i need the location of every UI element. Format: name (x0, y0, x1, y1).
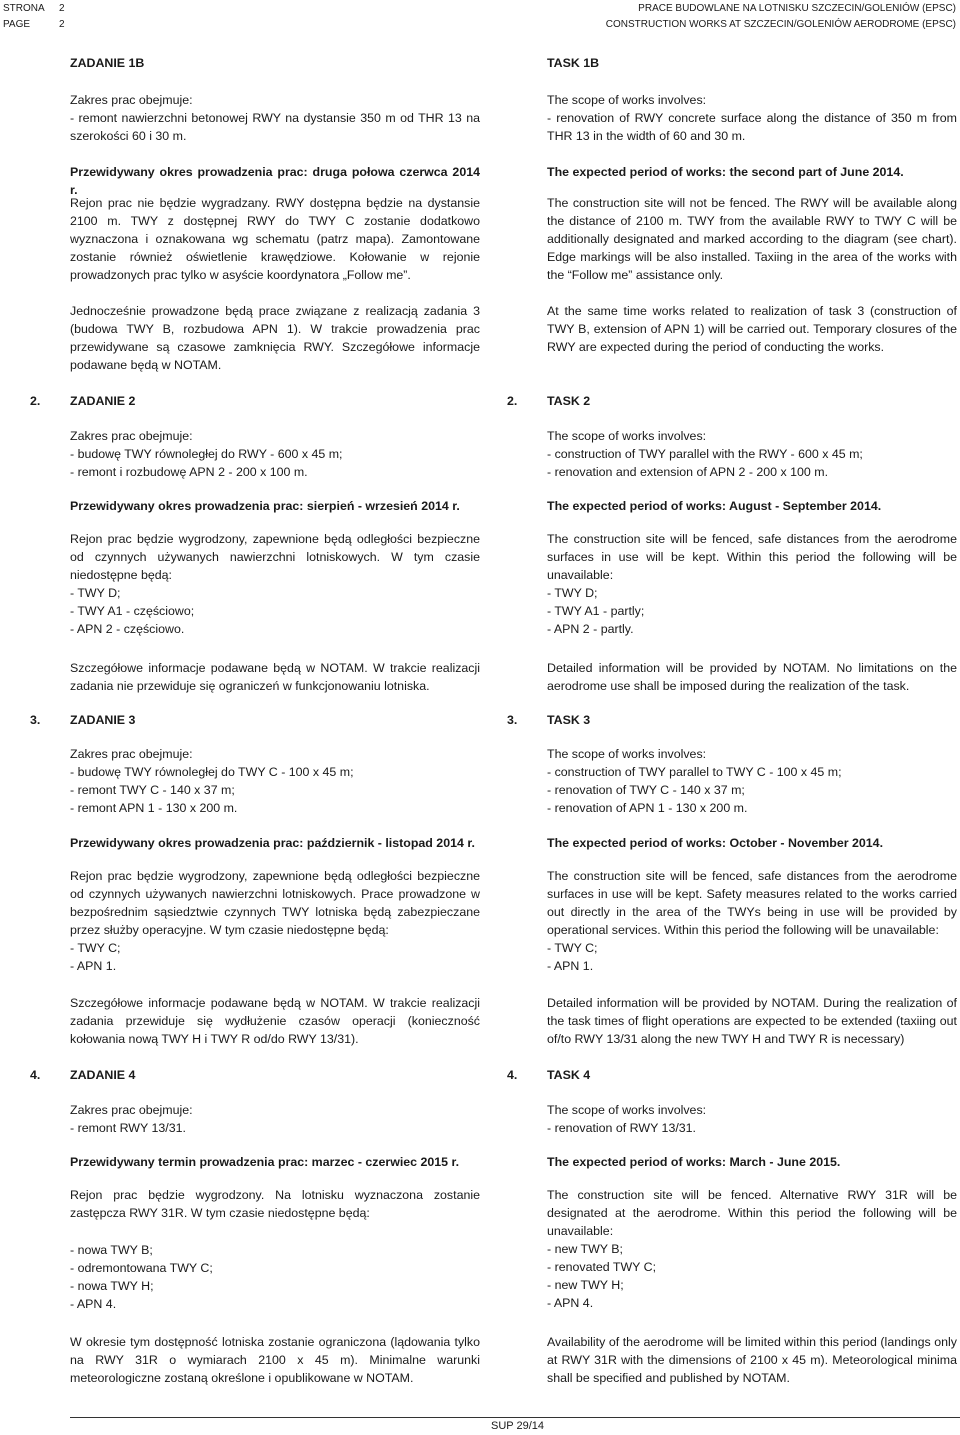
en-task-1b-period: The expected period of works: the second part of June 2014. (547, 165, 904, 179)
pl-task-2-period: Przewidywany okres prowadzenia prac: sierpień - wrzesień 2014 r. (70, 499, 460, 513)
list-item: - APN 1. (547, 959, 594, 973)
en-task-3-period: The expected period of works: October - November 2014. (547, 836, 884, 850)
pl-task-1b-scope: Zakres prac obejmuje: - remont nawierzchni betonowej RWY na dystansie 350 m od THR 13 na szerokości 60 i 30 m. (70, 93, 480, 143)
document-title-en: CONSTRUCTION WORKS AT SZCZECIN/GOLENIÓW AERODROME (EPSC) (605, 19, 956, 30)
en-task-4-paragraph-1: The construction site will be fenced. Alternative RWY 31R will be designated at the aerodrome. Within this period the following will be unavailable: - new TWY B; - renovated TWY C; - new TWY H; - APN 4. (547, 1188, 957, 1310)
pl-task-2-paragraph-1: Rejon prac będzie wygrodzony, zapewnione będą odległości bezpieczne od czynnych używanych nawierzchni lotniskowych. W tym czasie niedostępne będą: - TWY D; - TWY A1 - częściowo; - APN 2 - częściowo. (70, 532, 480, 636)
footer-reference: SUP 29/14 (490, 1420, 544, 1432)
en-task-3-scope: The scope of works involves: - construction of TWY parallel to TWY C - 100 x 45 m; - renovation of TWY C - 140 x 37 m; - renovation of APN 1 - 130 x 200 m. (547, 747, 842, 815)
en-task-4-scope: The scope of works involves: - renovation of RWY 13/31. (547, 1103, 707, 1135)
list-item: - odremontowana TWY C; (70, 1261, 213, 1275)
en-task-2-period: The expected period of works: August - September 2014. (547, 499, 882, 513)
list-item: - TWY A1 - częściowo; (70, 604, 195, 618)
page-number-en: PAGE 2 (3, 19, 65, 30)
pl-task-2-title: 2. ZADANIE 2 (30, 394, 136, 408)
list-item: - nowa TWY H; (70, 1279, 154, 1293)
list-item: - APN 4. (70, 1297, 117, 1311)
list-item: - APN 4. (547, 1296, 594, 1310)
en-task-1b-title: TASK 1B (547, 56, 600, 70)
list-item: - TWY D; (547, 586, 598, 600)
list-item: - renovated TWY C; (547, 1260, 657, 1274)
list-item: - APN 2 - częściowo. (70, 622, 185, 636)
en-task-2-scope: The scope of works involves: - construction of TWY parallel with the RWY - 600 x 45 m; - renovation and extension of APN 2 - 200 x 100 m. (547, 429, 863, 479)
pl-task-4-paragraph-1: Rejon prac będzie wygrodzony. Na lotnisku wyznaczona zostanie zastępcza RWY 31R. W tym czasie niedostępne będą: (70, 1188, 480, 1220)
pl-task-4-scope: Zakres prac obejmuje: - remont RWY 13/31. (70, 1103, 193, 1135)
en-task-3-paragraph-1: The construction site will be fenced, safe distances from the aerodrome surfaces in use will be kept. Safety measures related to the works carried out directly in the area of the TWYs being in use will be provided by operational services. Within this period the following will be unavailable: - TWY C; - APN 1. (547, 869, 957, 973)
en-task-1b-paragraph-2: At the same time works related to realization of task 3 (construction of TWY B, extension of APN 1) will be carried out. Temporary closures of the RWY are expected during the period of conducting the works. (547, 304, 957, 354)
pl-task-1b-paragraph-2: Jednocześnie prowadzone będą prace związane z realizacją zadania 3 (budowa TWY B, rozbudowa APN 1). W trakcie prowadzenia prac przewidywane są czasowe zamknięcia RWY. Szczegółowe informacje podawane będą w NOTAM. (70, 304, 480, 372)
list-item: - TWY C; (547, 941, 598, 955)
pl-task-4-unavailable-list (70, 1241, 480, 1313)
page-number-block (3, 1, 65, 33)
list-item: - TWY D; (70, 586, 121, 600)
en-task-3-paragraph-2: Detailed information will be provided by NOTAM. During the realization of the task times of flight operations are expected to be extended (taxiing out of/to RWY 13/31 along the new TWY H and TWY R is necessary) (547, 996, 957, 1046)
en-task-1b-scope: The scope of works involves: - renovation of RWY concrete surface along the distance of 350 m from THR 13 in the width of 60 and 30 m. (547, 93, 957, 143)
list-item: - new TWY B; (547, 1242, 623, 1256)
en-task-4-paragraph-2: Availability of the aerodrome will be limited within this period (landings only at RWY 31R with the dimensions of 2100 x 45 m). Meteorological minima shall be specified and published by NOTAM. (547, 1335, 957, 1385)
pl-task-4-period: Przewidywany termin prowadzenia prac: marzec - czerwiec 2015 r. (70, 1155, 460, 1169)
list-item: - new TWY H; (547, 1278, 624, 1292)
pl-task-2-paragraph-2: Szczegółowe informacje podawane będą w NOTAM. W trakcie realizacji zadania nie przewiduje się ograniczeń w funkcjonowaniu lotniska. (70, 661, 480, 693)
list-item: - nowa TWY B; (70, 1243, 153, 1257)
en-task-2-title: 2. TASK 2 (507, 394, 591, 408)
pl-task-3-paragraph-2: Szczegółowe informacje podawane będą w NOTAM. W trakcie realizacji zadania przewiduje się wydłużenie czasów operacji (konieczność kołowania nową TWY H i TWY R od/do RWY 13/31). (70, 996, 480, 1046)
pl-task-3-paragraph-1: Rejon prac będzie wygrodzony, zapewnione będą odległości bezpieczne od czynnych używanych nawierzchni lotniskowych. Prace prowadzone w bezpośrednim sąsiedztwie czynnych TWY lotniska będą zabezpieczane przez służby operacyjne. W tym czasie niedostępne będą: - TWY C; - APN 1. (70, 869, 480, 973)
document-title-pl: PRACE BUDOWLANE NA LOTNISKU SZCZECIN/GOLENIÓW (EPSC) (638, 3, 956, 14)
page-number-pl: STRONA 2 (3, 3, 65, 14)
list-item: - APN 1. (70, 959, 117, 973)
pl-task-3-scope: Zakres prac obejmuje: - budowę TWY równoległej do TWY C - 100 x 45 m; - remont TWY C - 140 x 37 m; - remont APN 1 - 130 x 200 m. (70, 747, 354, 815)
footer-divider (70, 1417, 960, 1418)
pl-task-1b-period: Przewidywany okres prowadzenia prac: druga połowa czerwca 2014 r. (70, 165, 480, 197)
list-item: - APN 2 - partly. (547, 622, 634, 636)
list-item: - TWY C; (70, 941, 121, 955)
en-task-2-paragraph-1: The construction site will be fenced, safe distances from the aerodrome surfaces in use will be kept. Within this period the following will be unavailable: - TWY D; - TWY A1 - partly; - APN 2 - partly. (547, 532, 957, 636)
en-task-3-title: 3. TASK 3 (507, 713, 591, 727)
list-item: - TWY A1 - partly; (547, 604, 645, 618)
en-task-4-title: 4. TASK 4 (507, 1068, 591, 1082)
page-footer (0, 1417, 960, 1435)
pl-task-3-period: Przewidywany okres prowadzenia prac: październik - listopad 2014 r. (70, 836, 475, 850)
pl-task-4-title: 4. ZADANIE 4 (30, 1068, 136, 1082)
en-task-4-period: The expected period of works: March - June 2015. (547, 1155, 841, 1169)
pl-task-1b-paragraph-1: Rejon prac nie będzie wygradzany. RWY dostępna będzie na dystansie 2100 m. TWY z dostępnej RWY do TWY C zostanie dodatkowo wyznaczona i oznakowana wg schematu (patrz mapa). Zamontowane zostanie również oświetlenie krawędziowe. Kołowanie w rejonie prowadzonych prac tylko w asyście koordynatora „Follow me”. (70, 196, 480, 282)
document-title-block (606, 1, 956, 33)
pl-task-2-scope: Zakres prac obejmuje: - budowę TWY równoległej do RWY - 600 x 45 m; - remont i rozbudowę APN 2 - 200 x 100 m. (70, 429, 343, 479)
pl-task-4-paragraph-2: W okresie tym dostępność lotniska zostanie ograniczona (lądowania tylko na RWY 31R o wymiarach 2100 x 45 m). Minimalne warunki meteorologiczne zostaną określone i opublikowane w NOTAM. (70, 1335, 480, 1385)
pl-task-1b-title: ZADANIE 1B (70, 56, 145, 70)
en-task-1b-paragraph-1: The construction site will not be fenced. The RWY will be available along the distance of 2100 m. TWY from the available RWY to TWY C will be additionally designated and marked according to the diagram (see chart). Edge markings will be also installed. Taxiing in the area of the works with the “Follow me” assistance only. (547, 196, 957, 282)
en-task-2-paragraph-2: Detailed information will be provided by NOTAM. No limitations on the aerodrome use shall be imposed during the realization of the task. (547, 661, 957, 693)
pl-task-3-title: 3. ZADANIE 3 (30, 713, 136, 727)
